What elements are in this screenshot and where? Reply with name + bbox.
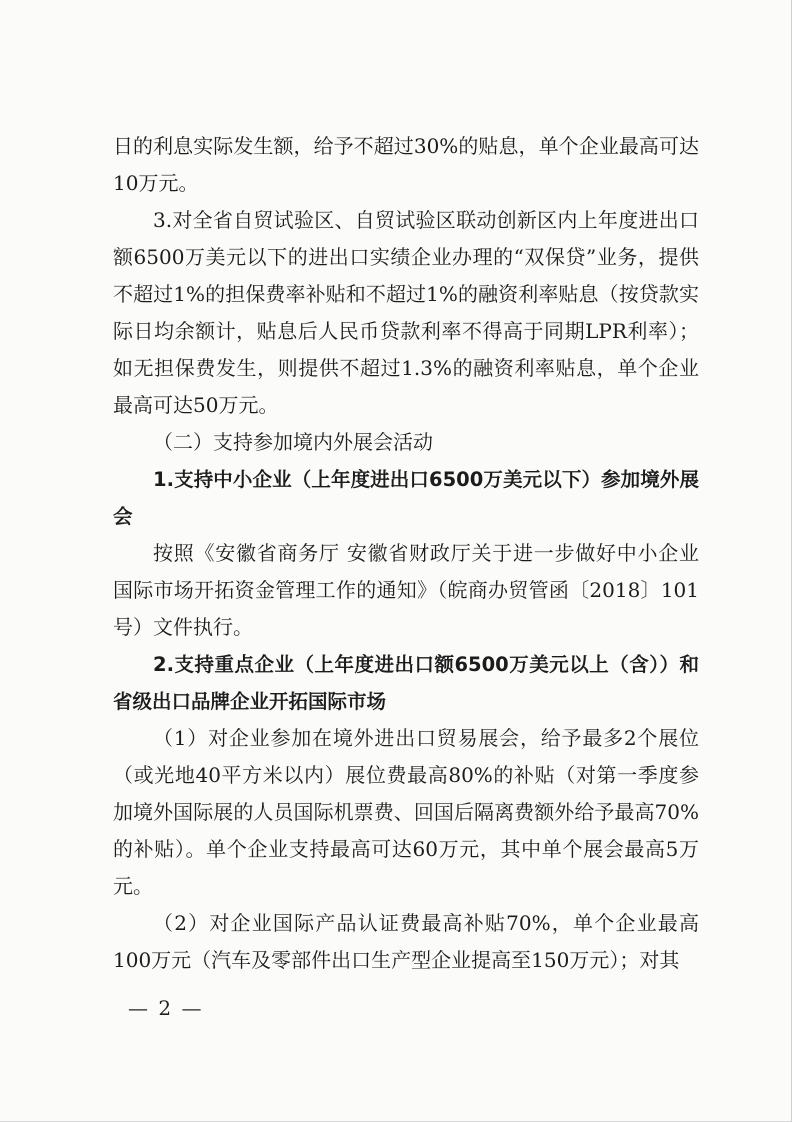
body-text	[113, 128, 699, 979]
paragraph-interest-subsidy: 日的利息实际发生额，给予不超过30%的贴息，单个企业最高可达10万元。	[113, 134, 699, 195]
section-heading-exhibitions: （二）支持参加境内外展会活动	[153, 430, 433, 454]
subheading-sme-exhibitions: 1.支持中小企业（上年度进出口6500万美元以下）参加境外展会	[113, 468, 699, 528]
paragraph-notice-reference: 按照《安徽省商务厅 安徽省财政厅关于进一步做好中小企业国际市场开拓资金管理工作的通知》（皖商办贸管函〔2018〕101号）文件执行。	[113, 541, 699, 639]
subheading-key-enterprises: 2.支持重点企业（上年度进出口额6500万美元以上（含））和省级出口品牌企业开拓国际市场	[113, 653, 699, 713]
paragraph-double-guarantee-loan: 3.对全省自贸试验区、自贸试验区联动创新区内上年度进出口额6500万美元以下的进出口实绩企业办理的“双保贷”业务，提供不超过1%的担保费率补贴和不超过1%的融资利率贴息（按贷款实际日均余额计，贴息后人民币贷款利率不得高于同期LPR利率）；如无担保费发生，则提供不超过1.3%的融资利率贴息，单个企业最高可达50万元。	[113, 208, 699, 417]
paragraph-certification-subsidy: （2）对企业国际产品认证费最高补贴70%，单个企业最高100万元（汽车及零部件出口生产型企业提高至150万元）；对其	[113, 911, 699, 972]
page-number: — 2 —	[128, 996, 204, 1020]
paragraph-booth-subsidy: （1）对企业参加在境外进出口贸易展会，给予最多2个展位（或光地40平方米以内）展位费最高80%的补贴（对第一季度参加境外国际展的人员国际机票费、回国后隔离费额外给予最高70%的补贴）。单个企业支持最高可达60万元，其中单个展会最高5万元。	[113, 726, 699, 898]
